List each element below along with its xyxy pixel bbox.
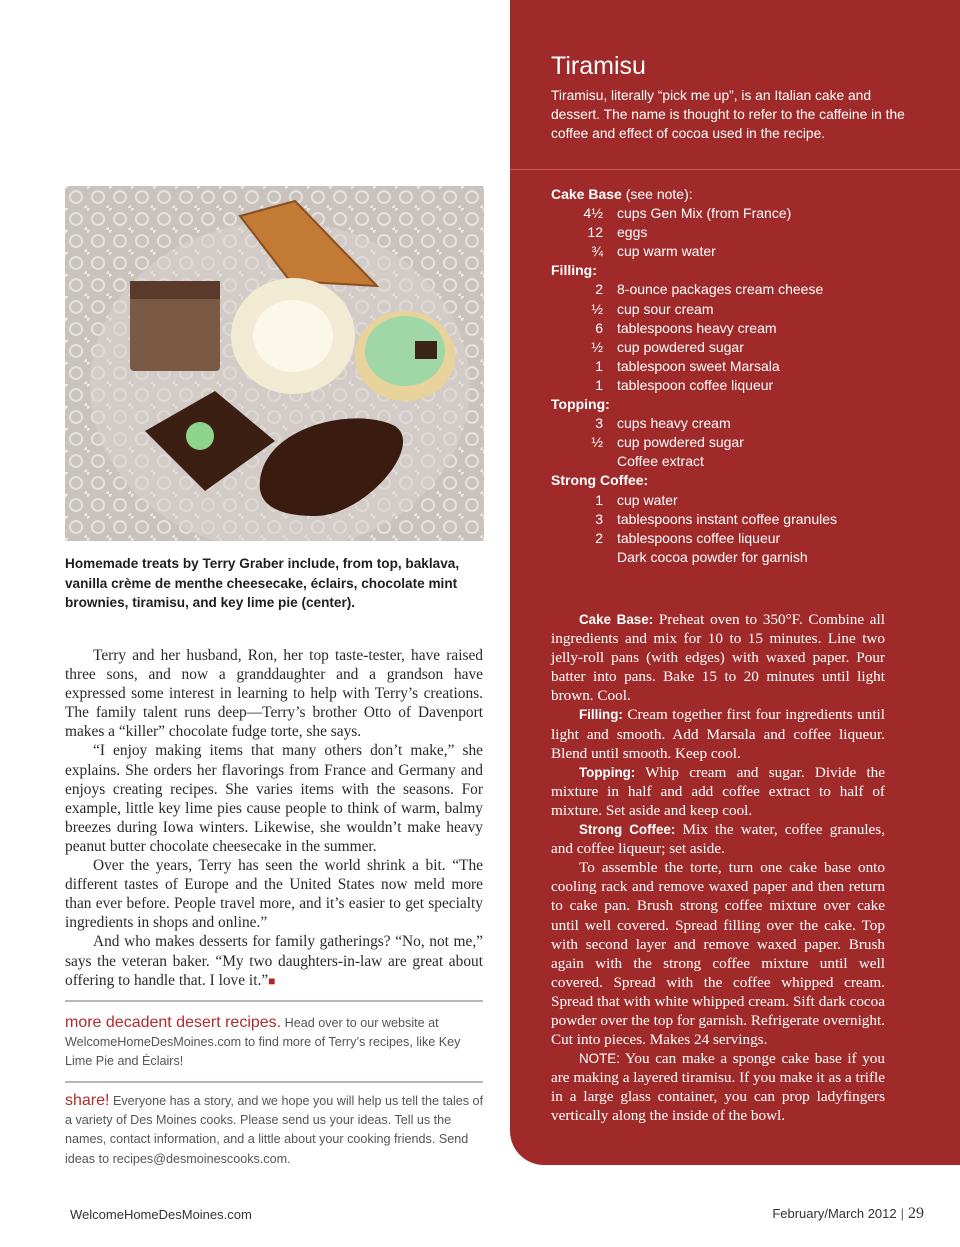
body-paragraph: Terry and her husband, Ron, her top taste-tester, have raised three sons, and now a granddaughter and a grandson have expressed some interest in learning to help with Terry’s creations. The family talent runs deep—Terry’s brother Otto of Davenport makes a “killer” chocolate fudge torte, she says. (65, 647, 483, 741)
footer-separator: | (900, 1206, 904, 1221)
note-label: NOTE: (579, 1051, 620, 1067)
article-body (65, 646, 483, 991)
ingredient-section-heading (551, 185, 931, 204)
section-label: Cake Base (551, 186, 622, 202)
ingredient-name: tablespoon coffee liqueur (617, 376, 774, 393)
ingredient-quantity: 12 (587, 224, 603, 241)
ingredient-name: tablespoons coffee liqueur (617, 529, 781, 546)
ingredient-quantity: ½ (591, 338, 603, 355)
recipe-title: Tiramisu (551, 52, 646, 80)
ingredient-quantity: 1 (595, 376, 603, 393)
ingredient-row (551, 280, 931, 299)
ingredient-section-heading (551, 395, 931, 414)
ingredient-name: eggs (617, 224, 648, 241)
ingredient-name: tablespoons heavy cream (617, 319, 777, 336)
ingredient-row (551, 433, 931, 452)
section-label: Filling: (551, 262, 597, 279)
ingredient-row (551, 223, 931, 242)
ingredient-name: tablespoon sweet Marsala (617, 357, 780, 374)
ingredient-row (551, 300, 931, 319)
photo-caption: Homemade treats by Terry Graber include, from top, baklava, vanilla crème de menthe cheesecake, éclairs, chocolate mint brownies, tiramisu, and key lime pie (center). (65, 556, 460, 610)
direction-text: Mix the water, coffee granules, and coffee liqueur; set aside. (551, 821, 885, 858)
ingredients-list (551, 185, 931, 567)
share-text: Everyone has a story, and we hope you will help us tell the tales of a variety of Des Moines cooks. Please send us your ideas. Tell us the names, contact information, and a little about your cooking friends. Send ideas to recipes@desmoinescooks.com. (65, 1094, 484, 1166)
direction-text: To assemble the torte, turn one cake base onto cooling rack and remove waxed paper and then return to cake pan. Brush strong coffee mixture over cake until well covered. Spread filling over the cake. Top with second layer and remove waxed paper. Brush again with the strong coffee mixture until well covered. Spread with the coffee whipped cream. Spread that with white whipped cream. Sift dark cocoa powder over the top for garnish. Refrigerate overnight. Cut into pieces. Makes 24 servings. (551, 859, 885, 1049)
ingredient-name: Dark cocoa powder for garnish (617, 548, 808, 565)
ingredient-quantity: 3 (595, 415, 603, 432)
ingredient-section-heading (551, 471, 931, 490)
more-recipes-heading: more decadent desert recipes. (65, 1014, 282, 1031)
ingredient-quantity: 6 (595, 319, 603, 336)
ingredient-quantity: 2 (595, 281, 603, 298)
direction-step (551, 858, 885, 1049)
ingredient-row (551, 242, 931, 261)
ingredient-row (551, 414, 931, 433)
body-paragraph-text: And who makes desserts for family gatherings? “No, not me,” says the veteran baker. “My two daughters-in-law are great about offering to handle that. I love it.” (65, 933, 483, 989)
ingredient-quantity (551, 548, 617, 567)
body-paragraph (65, 932, 483, 990)
ingredient-name: cup water (617, 491, 678, 508)
ingredient-row (551, 376, 931, 395)
ingredient-name: cup powdered sugar (617, 434, 744, 451)
page-number: 29 (908, 1205, 924, 1222)
ingredient-row (551, 338, 931, 357)
ingredient-name: cup sour cream (617, 300, 714, 317)
recipe-directions (551, 610, 885, 1126)
ingredient-quantity: ½ (591, 300, 603, 317)
ingredient-name: tablespoons instant coffee granules (617, 510, 838, 527)
issue-date: February/March 2012 (772, 1206, 897, 1221)
ingredient-row (551, 548, 931, 567)
direction-step (551, 705, 885, 762)
direction-text: Cream together first four ingredients until light and smooth. Add Marsala and coffee liqueur. Blend until smooth. Keep cool. (551, 706, 885, 762)
section-divider (65, 1000, 483, 1002)
ingredient-row (551, 319, 931, 338)
share-box (65, 1091, 485, 1169)
ingredient-quantity: 1 (595, 491, 603, 508)
ingredient-quantity: 1 (595, 357, 603, 374)
body-paragraph: Over the years, Terry has seen the world shrink a bit. “The different tastes of Europe and the United States now meld more than ever before. People travel more, and it’s easier to get specialty ingredients in shops and online.” (65, 857, 483, 932)
ingredient-name: 8-ounce packages cream cheese (617, 281, 824, 298)
ingredient-name: cup powdered sugar (617, 338, 744, 355)
direction-step (551, 610, 885, 705)
ingredient-name: cup warm water (617, 243, 716, 260)
ingredient-section-heading (551, 261, 931, 280)
panel-divider (510, 169, 960, 170)
section-label: Strong Coffee: (551, 472, 649, 489)
ingredient-row (551, 510, 931, 529)
ingredient-quantity: ¾ (591, 243, 603, 260)
ingredient-quantity: 3 (595, 510, 603, 527)
recipe-note (551, 1049, 885, 1125)
more-recipes-box (65, 1013, 485, 1072)
ingredient-row (551, 204, 931, 223)
direction-step (551, 820, 885, 858)
footer-website: WelcomeHomeDesMoines.com (70, 1207, 252, 1222)
direction-text: Whip cream and sugar. Divide the mixture in half and add coffee extract to half of mixture. Set aside and keep cool. (551, 763, 885, 819)
ingredient-row (551, 491, 931, 510)
ingredient-name: Coffee extract (617, 453, 704, 470)
desserts-photo (65, 186, 484, 541)
ingredient-row (551, 357, 931, 376)
section-divider (65, 1081, 483, 1083)
direction-text: Preheat oven to 350°F. Combine all ingredients and mix for 10 to 15 minutes. Line two jelly-roll pans (with edges) with waxed paper. Pour batter into pans. Bake 15 to 20 minutes until light brown. Cool. (551, 611, 885, 705)
direction-label: Strong Coffee: (579, 822, 676, 838)
direction-step (551, 763, 885, 820)
share-heading: share! (65, 1092, 110, 1109)
ingredient-quantity: ½ (591, 434, 603, 451)
ingredient-quantity (551, 452, 617, 471)
ingredient-quantity: 4½ (583, 205, 603, 222)
ingredient-row (551, 529, 931, 548)
section-label: Topping: (551, 396, 610, 413)
note-text: You can make a sponge cake base if you are making a layered tiramisu. If you make it as a trifle in a large glass container, you can prop ladyfingers vertically along the inside of the bowl. (551, 1050, 885, 1125)
direction-label: Filling: (579, 707, 623, 723)
end-mark: ■ (268, 973, 276, 988)
recipe-intro: Tiramisu, literally “pick me up”, is an Italian cake and dessert. The name is thought to refer to the caffeine in the coffee and effect of cocoa used in the recipe. (551, 88, 905, 142)
ingredient-row (551, 452, 931, 471)
ingredient-quantity: 2 (595, 529, 603, 546)
ingredient-name: cups heavy cream (617, 415, 731, 432)
direction-label: Topping: (579, 764, 636, 780)
ingredient-name: cups Gen Mix (from France) (617, 205, 792, 222)
footer-issue (772, 1205, 924, 1223)
more-recipes-text: Head over to our website at WelcomeHomeDesMoines.com to find more of Terry’s recipes, like Key Lime Pie and Éclairs! (65, 1016, 461, 1069)
section-note: (see note): (621, 186, 693, 202)
direction-label: Cake Base: (579, 612, 654, 627)
body-paragraph: “I enjoy making items that many others don’t make,” she explains. She orders her flavorings from France and Germany and enjoys creating recipes. She varies items with the seasons. For example, little key lime pies cause people to think of warm, balmy breezes during Iowa winters. Likewise, she wouldn’t make heavy peanut butter chocolate cheesecake in the summer. (65, 742, 483, 855)
